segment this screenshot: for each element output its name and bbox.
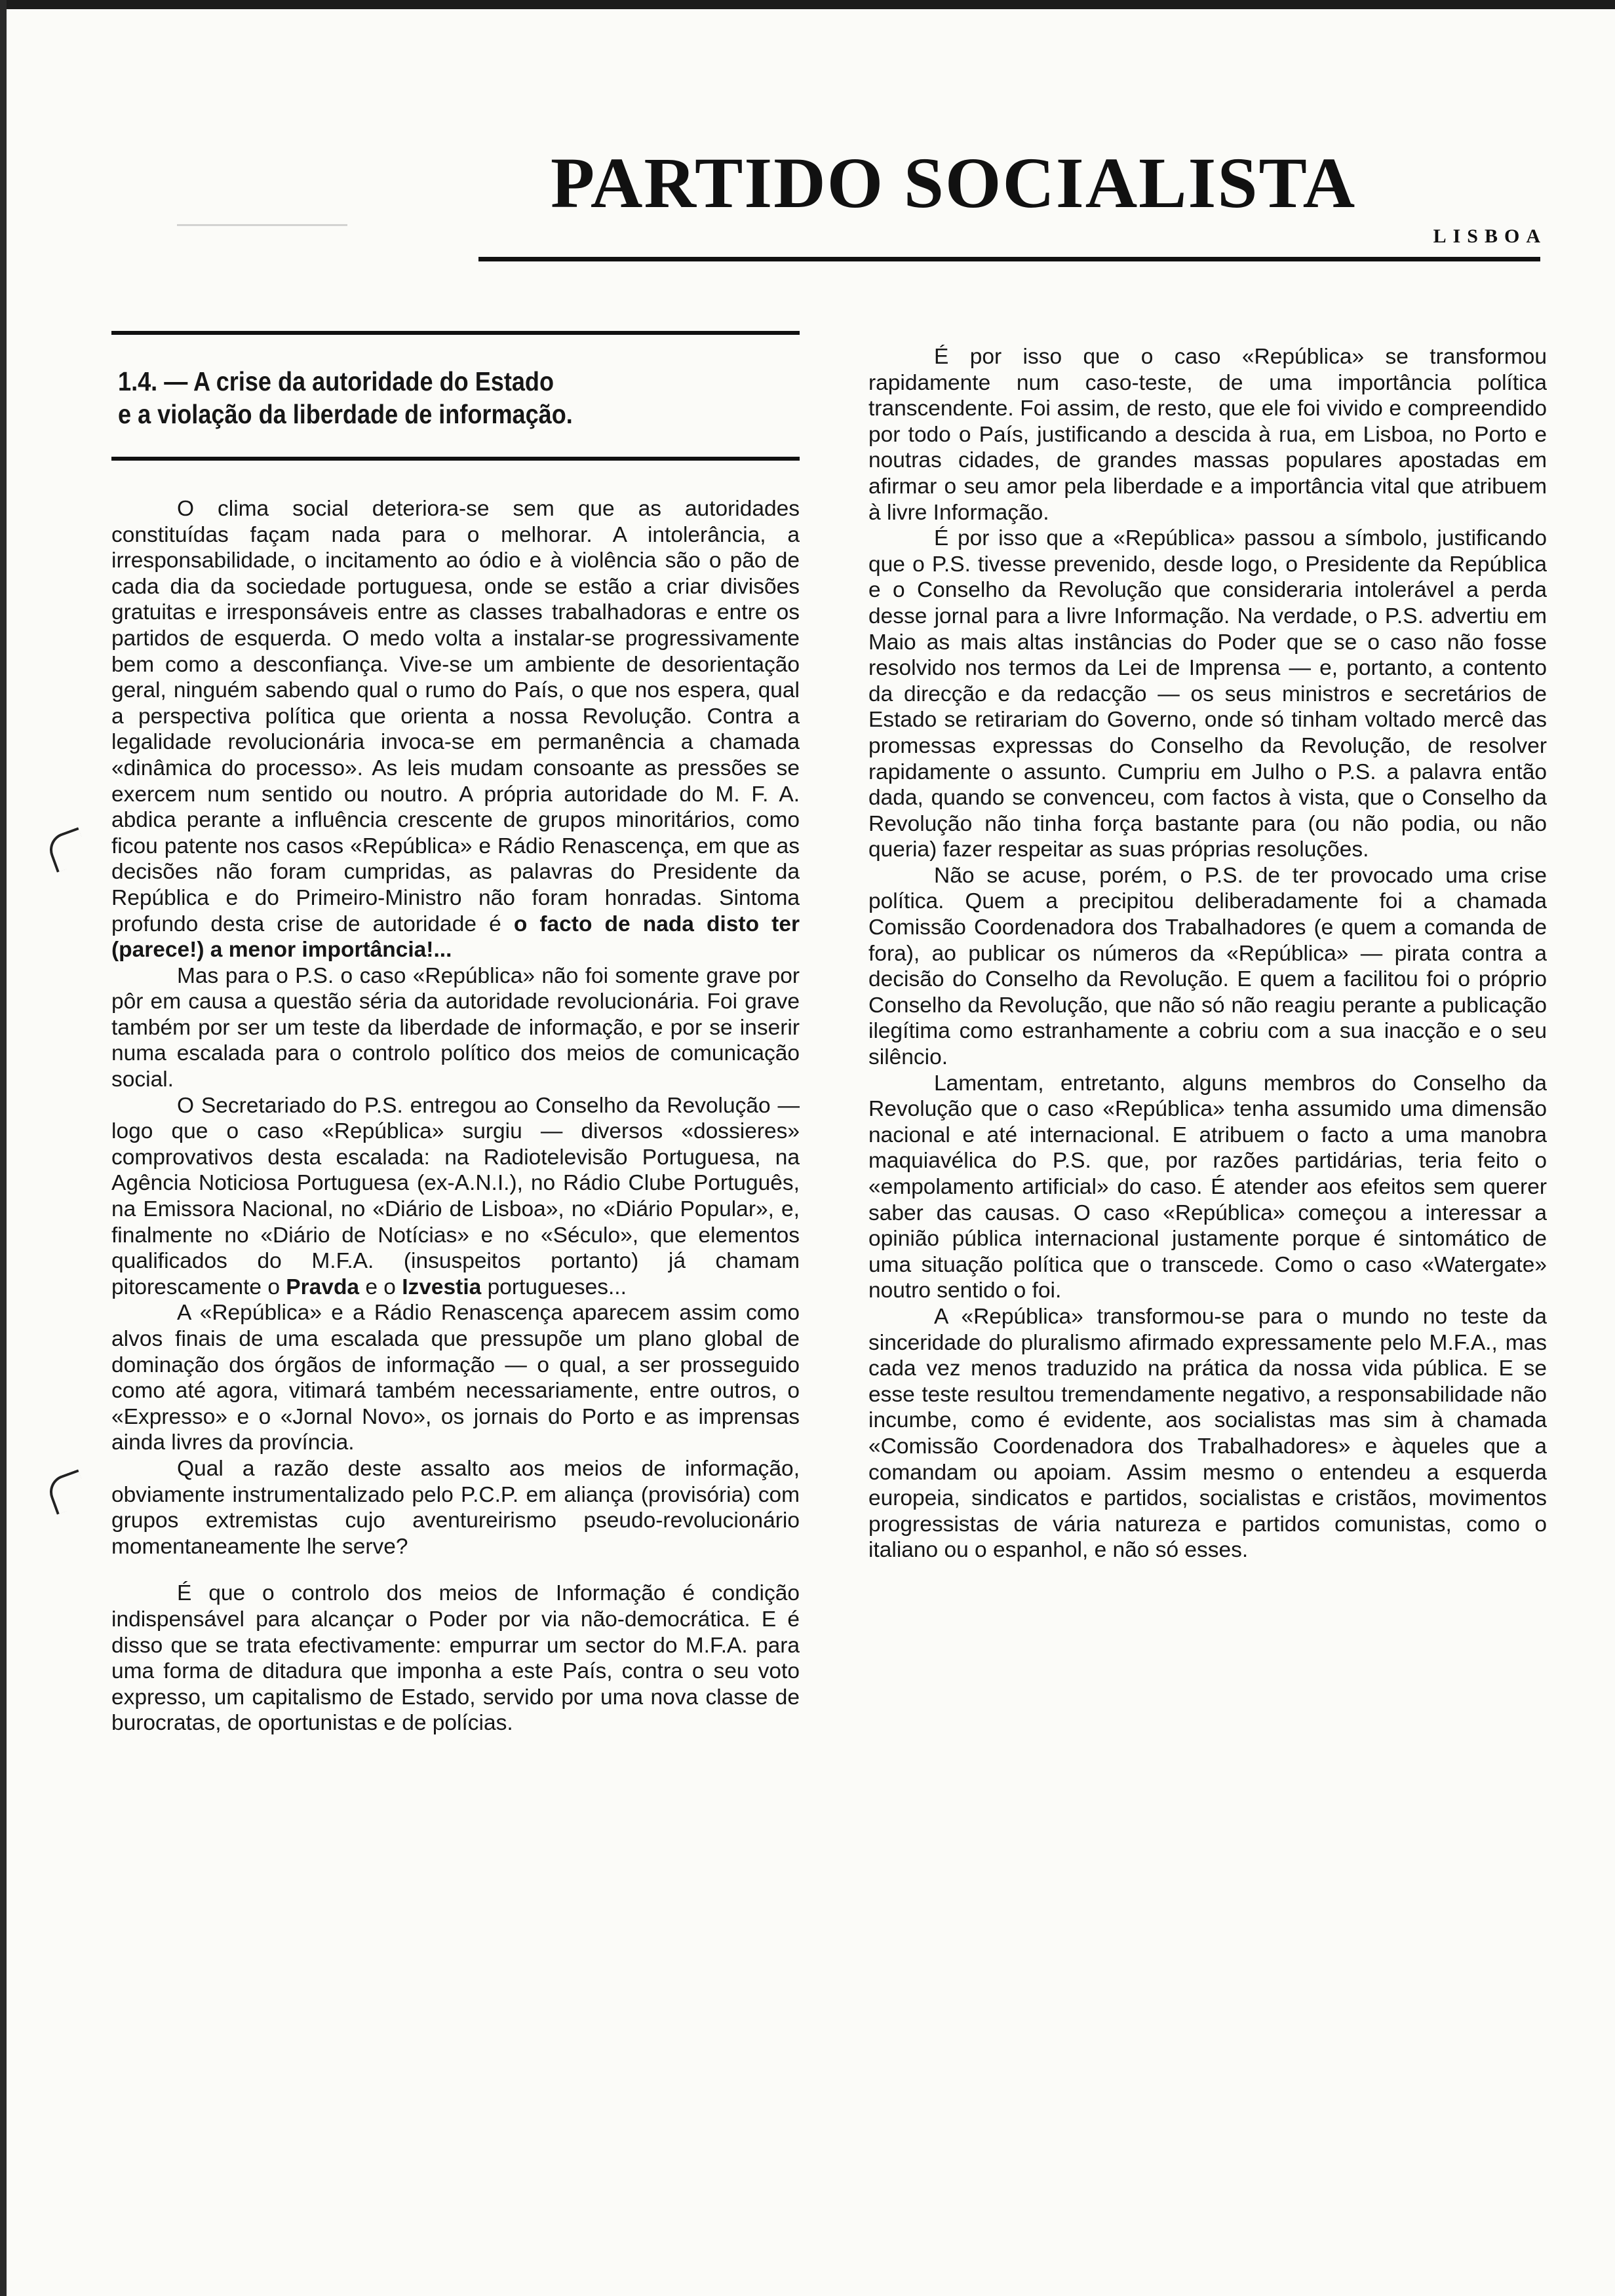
paragraph: A «República» transformou-se para o mundo no teste da sinceridade do pluralismo afirmado expressamente pelo M.F.A., mas cada vez menos traduzido na prática da nossa vida pública. E se esse teste resultou tremendamente negativo, a responsabilidade não incumbe, como é evidente, aos socialistas mas sim à chamada «Comissão Coordenadora dos Trabalhadores» e àqueles que a comandam ou apoiam. Assim mesmo o entendeu a esquerda europeia, sindicatos e partidos, socialistas e cristãos, movimentos progressistas de vária natureza e partidos comunistas, como o italiano ou o espanhol, e não só esses. (868, 1304, 1547, 1563)
page-top-edge (0, 0, 1615, 9)
header-rule (478, 257, 1540, 261)
paragraph: Não se acuse, porém, o P.S. de ter provocado uma crise política. Quem a precipitou deliberadamente foi a chamada Comissão Coordenadora dos Trabalhadores (e quem a comanda de fora), ao publicar os números da «República» — pirata contra a decisão do Conselho da Revolução. E quem a facilitou foi o próprio Conselho da Revolução, que não só não reagiu perante a publicação ilegítima como estranhamente a cobriu com a sua inacção e o seu silêncio. (868, 863, 1547, 1070)
masthead: PARTIDO SOCIALISTA (551, 142, 1357, 223)
newspaper-name: Izvestia (402, 1274, 482, 1299)
section-rule-bottom (111, 457, 800, 461)
paragraph-text: O clima social deteriora-se sem que as autoridades constituídas façam nada para o melhorar. A intolerância, a irresponsabilidade, o incitamento ao ódio e à violência são o pão de cada dia da sociedade portuguesa, onde se estão a criar divisões gratuitas e irresponsáveis entre as classes trabalhadoras e entre os partidos de esquerda. O medo volta a instalar-se progressivamente bem como a desconfiança. Vive-se um ambiente de desorientação geral, ninguém sabendo qual o rumo do País, o que nos espera, qual a perspectiva política que orienta a nossa Revolução. Contra a legalidade revolucionária invoca-se em permanência a chamada «dinâmica do processo». As leis mudam consoante as pressões se exercem num sentido ou noutro. A própria autoridade do M. F. A. abdica perante a influência crescente de grupos minoritários, como ficou patente nos casos «República» e Rádio Renascença, em que as decisões não foram cumpridas, as palavras do Presidente da República e do Primeiro-Ministro não foram honradas. Sintoma profundo desta crise de autoridade é (111, 497, 800, 936)
left-body (111, 496, 800, 1736)
paragraph (111, 1093, 800, 1301)
section-title-line2: e a violação da liberdade de informação. (118, 399, 573, 429)
paragraph: Mas para o P.S. o caso «República» não foi somente grave por pôr em causa a questão séria da autoridade revolucionária. Foi grave também por ser um teste da liberdade de informação, e por se inserir numa escalada para o controlo político dos meios de comunicação social. (111, 963, 800, 1092)
paragraph-text: portugueses... (481, 1274, 627, 1299)
paragraph (111, 496, 800, 963)
section-rule-top (111, 331, 800, 335)
left-column (111, 331, 800, 1736)
margin-mark (45, 1469, 90, 1514)
paragraph-text: e o (359, 1274, 402, 1299)
section-title-line1: 1.4. — A crise da autoridade do Estado (118, 366, 554, 396)
paragraph: É que o controlo dos meios de Informação é condição indispensável para alcançar o Poder por via não-democrática. E é disso que se trata efectivamente: empurrar um sector do M.F.A. para uma forma de ditadura que imponha a este País, contra o seu voto expresso, um capitalismo de Estado, servido por uma nova classe de burocratas, de oportunistas e de polícias. (111, 1581, 800, 1736)
paragraph: É por isso que o caso «República» se transformou rapidamente num caso-teste, de uma importância política transcendente. Foi assim, de resto, que ele foi vivido e compreendido por todo o País, justificando a descida à rua, em Lisboa, no Porto e noutras cidades, de grandes massas populares apostadas em afirmar o seu amor pela liberdade e a importância vital que atribuem à livre Informação. (868, 345, 1547, 525)
newspaper-name: Pravda (286, 1274, 360, 1299)
paragraph: A «República» e a Rádio Renascença aparecem assim como alvos finais de uma escalada que pressupõe um plano global de dominação dos órgãos de informação — o qual, a ser prosseguido como até agora, vitimará também necessariamente, entre outros, o «Expresso» e o «Jornal Novo», os jornais do Porto e as imprensas ainda livres da província. (111, 1301, 800, 1455)
faded-header-mark (177, 224, 347, 226)
paragraph: É por isso que a «República» passou a símbolo, justificando que o P.S. tivesse prevenido, desde logo, o Presidente da República e o Conselho da Revolução que consideraria intolerável a perda desse jornal para a livre Informação. Na verdade, o P.S. advertiu em Maio as mais altas instâncias do Poder que se o caso não fosse resolvido nos termos da Lei de Imprensa — e, portanto, a contento da direcção e da redacção — os seus ministros e secretários de Estado se retirariam do Governo, onde só tinham voltado mercê das promessas expressas do Conselho da Revolução, de resolver rapidamente o assunto. Cumpriu em Julho o P.S. a palavra então dada, quando se convenceu, com factos à vista, que o Conselho da Revolução não tinha força bastante para (ou não podia, ou não queria) fazer respeitar as suas próprias resoluções. (868, 526, 1547, 862)
page-left-edge (0, 0, 7, 2296)
paragraph-text: O Secretariado do P.S. entregou ao Conselho da Revolução — logo que o caso «República» surgiu — diversos «dossieres» comprovativos desta escalada: na Radiotelevisão Portuguesa, na Agência Noticiosa Portuguesa (ex-A.N.I.), no Rádio Clube Português, na Emissora Nacional, no «Diário de Lisboa», no «Diário Popular», e, finalmente no «Diário de Notícias» e no «Século», que elementos qualificados do M.F.A. (insuspeitos portanto) já chamam pitorescamente o (111, 1093, 800, 1299)
paragraph: Qual a razão deste assalto aos meios de informação, obviamente instrumentalizado pelo P.C.P. em aliança (provisória) com grupos extremistas cujo aventureirismo pseudo-revolucionário momentaneamente lhe serve? (111, 1456, 800, 1559)
paragraph: Lamentam, entretanto, alguns membros do Conselho da Revolução que o caso «República» tenha assumido uma dimensão nacional e até internacional. E atribuem o facto a uma manobra maquiavélica do P.S. que, por razões partidárias, teria feito o «empolamento artificial» do caso. É atender aos efeitos sem querer saber das causas. O caso «República» começou a interessar a opinião pública internacional justamente porque é sintomático de uma situação política que o transcede. Como o caso «Watergate» noutro sentido o foi. (868, 1071, 1547, 1303)
right-column (868, 344, 1547, 1563)
section-title (118, 365, 781, 430)
margin-mark (45, 827, 90, 872)
city-label: LISBOA (1433, 225, 1547, 247)
emphasis-text: o facto de nada disto ter (parece!) a menor importância!... (111, 911, 800, 963)
right-body (868, 344, 1547, 1563)
